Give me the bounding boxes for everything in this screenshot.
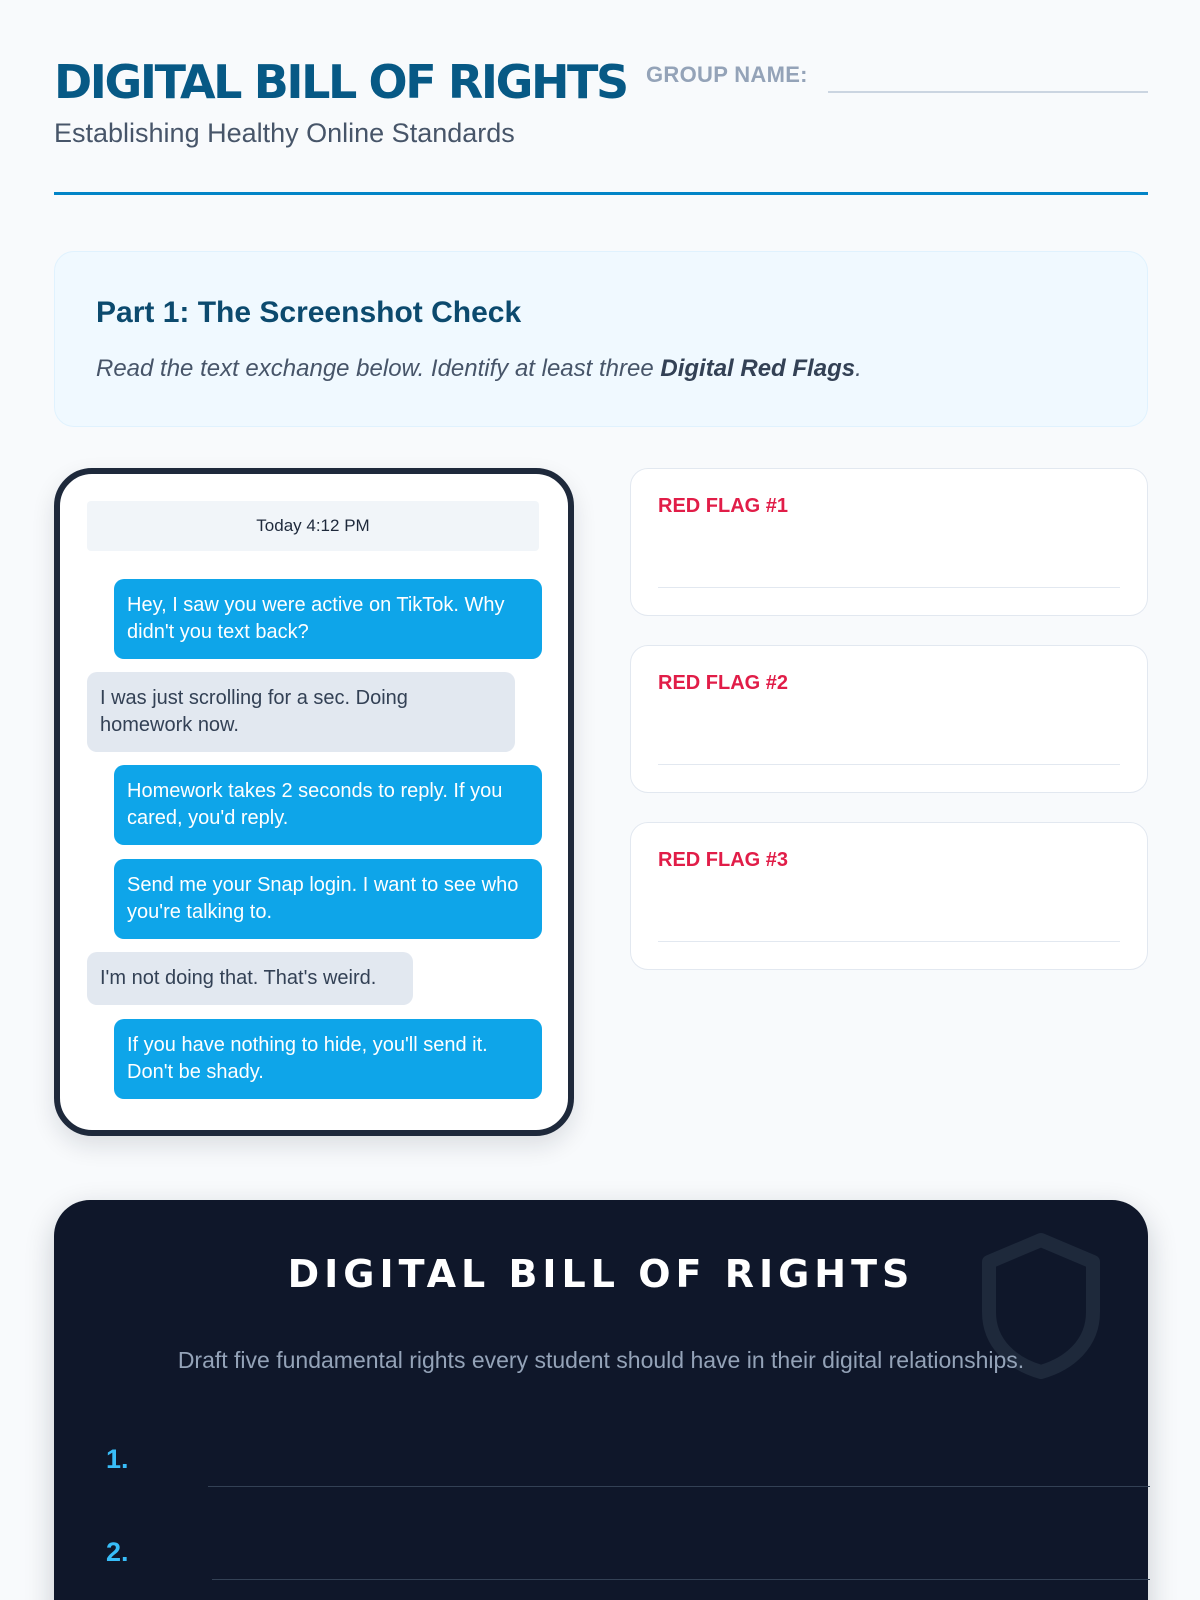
bill-of-rights-title: DIGITAL BILL OF RIGHTS	[287, 1252, 915, 1296]
red-flag-card	[630, 822, 1148, 970]
worksheet-header	[54, 52, 1148, 197]
right-number: 1.	[106, 1444, 129, 1474]
message-timestamp: Today 4:12 PM	[87, 501, 539, 551]
instructions-text: Read the text exchange below. Identify at least three	[96, 355, 661, 382]
right-answer-line[interactable]	[212, 1579, 1150, 1580]
instructions-end: .	[855, 355, 862, 382]
message-bubble-incoming: If you have nothing to hide, you'll send it. Don't be shady.	[114, 1019, 542, 1099]
instructions-emphasis: Digital Red Flags	[660, 355, 856, 382]
bill-of-rights-panel	[54, 1200, 1148, 1600]
red-flag-answer-line[interactable]	[658, 764, 1120, 765]
message-bubble-outgoing: I'm not doing that. That's weird.	[87, 952, 413, 1005]
phone-mockup	[54, 468, 574, 1136]
part1-instructions-card	[54, 251, 1148, 427]
group-name-field[interactable]	[828, 91, 1148, 93]
red-flag-card	[630, 468, 1148, 616]
message-bubble-incoming: Send me your Snap login. I want to see who you're talking to.	[114, 859, 542, 939]
right-entry	[106, 1537, 1106, 1587]
part1-title: Part 1: The Screenshot Check	[96, 296, 522, 329]
message-bubble-incoming: Homework takes 2 seconds to reply. If you cared, you'd reply.	[114, 765, 542, 845]
bill-of-rights-description: Draft five fundamental rights every student should have in their digital relationships.	[177, 1347, 1025, 1373]
right-entry	[106, 1444, 1106, 1494]
page-subtitle: Establishing Healthy Online Standards	[54, 118, 515, 148]
red-flag-answer-line[interactable]	[658, 941, 1120, 942]
message-bubble-incoming: Hey, I saw you were active on TikTok. Why didn't you text back?	[114, 579, 542, 659]
red-flag-answer-line[interactable]	[658, 587, 1120, 588]
part1-instructions	[96, 355, 862, 383]
header-divider	[54, 192, 1148, 195]
right-answer-line[interactable]	[208, 1486, 1150, 1487]
right-number: 2.	[106, 1537, 129, 1567]
message-bubble-outgoing: I was just scrolling for a sec. Doing homework now.	[87, 672, 515, 752]
red-flag-label: RED FLAG #1	[658, 495, 789, 517]
red-flag-label: RED FLAG #2	[658, 672, 789, 694]
page-title: DIGITAL BILL OF RIGHTS	[54, 55, 627, 109]
red-flag-label: RED FLAG #3	[658, 849, 789, 871]
red-flag-card	[630, 645, 1148, 793]
group-name-label: GROUP NAME:	[646, 62, 808, 87]
